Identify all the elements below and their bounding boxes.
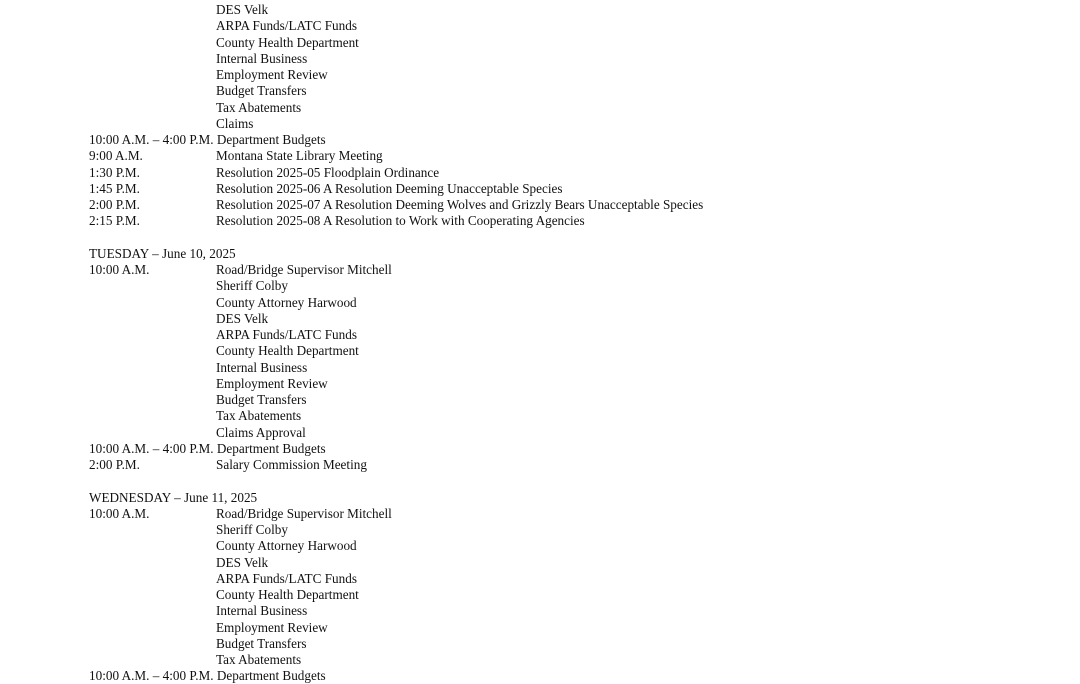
- agenda-item: Sheriff Colby: [216, 278, 288, 294]
- day-heading: TUESDAY – June 10, 2025: [89, 245, 236, 261]
- agenda-item: Budget Transfers: [216, 392, 307, 407]
- agenda-item: DES Velk: [216, 554, 269, 570]
- department-budgets-line: 10:00 A.M. – 4:00 P.M. Department Budgets: [89, 668, 326, 684]
- agenda-item: ARPA Funds/LATC Funds: [216, 18, 357, 34]
- agenda-time: 10:00 A.M.: [89, 505, 150, 521]
- agenda-item: County Health Department: [216, 587, 359, 602]
- agenda-time: 9:00 A.M.: [89, 148, 143, 164]
- agenda-item: County Health Department: [216, 34, 359, 50]
- agenda-item: DES Velk: [216, 310, 269, 326]
- agenda-item: Resolution 2025-06 A Resolution Deeming Unacceptable Species: [216, 180, 563, 196]
- agenda-time: 2:00 P.M.: [89, 457, 140, 472]
- department-budgets-line: 10:00 A.M. – 4:00 P.M. Department Budgets: [89, 132, 326, 147]
- agenda-item: Employment Review: [216, 67, 328, 82]
- agenda-item: Budget Transfers: [216, 83, 307, 99]
- agenda-item: Employment Review: [216, 375, 328, 391]
- agenda-item: Claims Approval: [216, 424, 306, 440]
- agenda-item: County Health Department: [216, 343, 359, 359]
- agenda-item: Resolution 2025-08 A Resolution to Work with Cooperating Agencies: [216, 213, 585, 229]
- agenda-item: Salary Commission Meeting: [216, 457, 367, 472]
- agenda-item: Internal Business: [216, 603, 308, 619]
- agenda-item: Road/Bridge Supervisor Mitchell: [216, 262, 392, 277]
- agenda-item: County Attorney Harwood: [216, 538, 357, 554]
- department-budgets-line: 10:00 A.M. – 4:00 P.M. Department Budgets: [89, 440, 326, 456]
- agenda-item: Employment Review: [216, 619, 328, 635]
- agenda-item: Tax Abatements: [216, 99, 302, 115]
- agenda-time: 2:15 P.M.: [89, 213, 140, 229]
- agenda-item: Sheriff Colby: [216, 522, 288, 537]
- agenda-item: Tax Abatements: [216, 408, 302, 424]
- agenda-item: ARPA Funds/LATC Funds: [216, 570, 357, 586]
- agenda-item: Budget Transfers: [216, 635, 307, 651]
- agenda-time: 1:45 P.M.: [89, 180, 140, 196]
- agenda-item: County Attorney Harwood: [216, 294, 357, 310]
- agenda-item: Tax Abatements: [216, 652, 302, 667]
- agenda-item: Claims: [216, 115, 254, 131]
- agenda-item: Resolution 2025-07 A Resolution Deeming Wolves and Grizzly Bears Unacceptable Species: [216, 197, 704, 212]
- agenda-item: DES Velk: [216, 2, 269, 17]
- agenda-time: 2:00 P.M.: [89, 197, 140, 212]
- agenda-time: 10:00 A.M.: [89, 262, 150, 277]
- agenda-time: 1:30 P.M.: [89, 164, 140, 180]
- agenda-item: Internal Business: [216, 359, 308, 375]
- agenda-item: Internal Business: [216, 50, 308, 66]
- agenda-item: Resolution 2025-05 Floodplain Ordinance: [216, 164, 440, 180]
- agenda-item: Road/Bridge Supervisor Mitchell: [216, 505, 392, 521]
- agenda-item: Montana State Library Meeting: [216, 148, 383, 164]
- day-heading: WEDNESDAY – June 11, 2025: [89, 489, 258, 505]
- agenda-item: ARPA Funds/LATC Funds: [216, 327, 357, 342]
